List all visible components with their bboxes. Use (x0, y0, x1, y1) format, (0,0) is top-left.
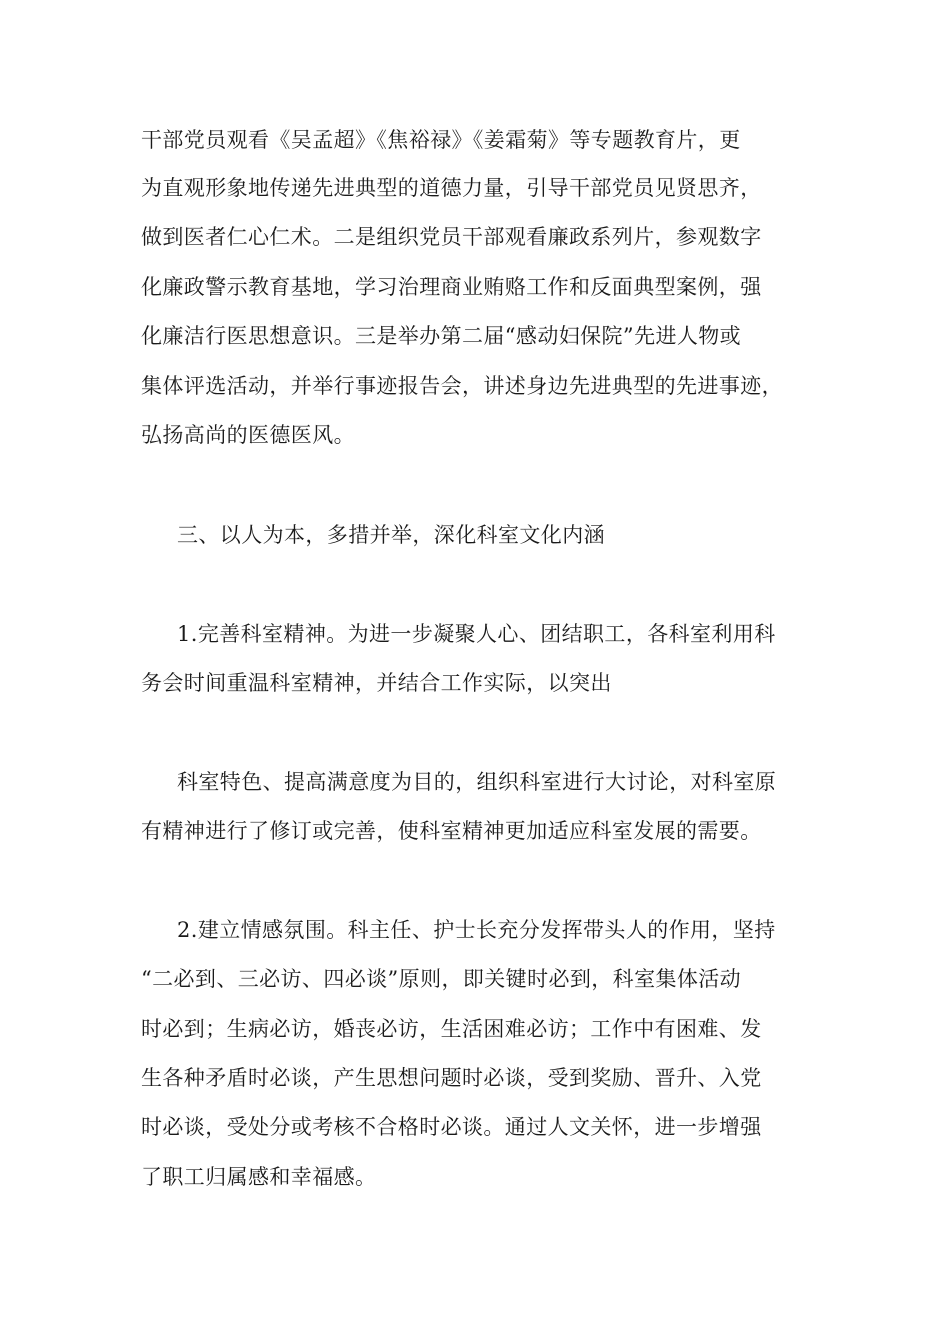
paragraph-line: 做到医者仁心仁术。二是组织党员干部观看廉政系列片，参观数字 (141, 225, 762, 249)
paragraph-line: 化廉政警示教育基地，学习治理商业贿赂工作和反面典型案例，强 (141, 275, 762, 299)
paragraph-line: 科室特色、提高满意度为目的，组织科室进行大讨论，对科室原 (177, 770, 777, 794)
paragraph-line: 务会时间重温科室精神，并结合工作实际，以突出 (141, 671, 612, 695)
paragraph-line: 弘扬高尚的医德医风。 (141, 423, 355, 447)
paragraph-line: 时必谈，受处分或考核不合格时必谈。通过人文关怀，进一步增强 (141, 1115, 762, 1139)
paragraph-line: 集体评选活动，并举行事迹报告会，讲述身边先进典型的先进事迹， (141, 374, 783, 398)
paragraph-line: “二必到、三必访、四必谈”原则，即关键时必到，科室集体活动 (141, 967, 742, 991)
section-heading: 三、以人为本，多措并举，深化科室文化内涵 (177, 523, 605, 547)
paragraph-line: 2.建立情感氛围。科主任、护士长充分发挥带头人的作用，坚持 (177, 918, 776, 942)
paragraph-line: 1.完善科室精神。为进一步凝聚人心、团结职工，各科室利用科 (177, 622, 776, 646)
paragraph-line: 时必到；生病必访，婚丧必访，生活困难必访；工作中有困难、发 (141, 1017, 762, 1041)
paragraph-line: 化廉洁行医思想意识。三是举办第二届“感动妇保院”先进人物或 (141, 324, 742, 348)
paragraph-line: 干部党员观看《吴孟超》《焦裕禄》《姜霜菊》等专题教育片，更 (141, 128, 741, 152)
paragraph-line: 生各种矛盾时必谈，产生思想问题时必谈，受到奖励、晋升、入党 (141, 1066, 762, 1090)
paragraph-line: 为直观形象地传递先进典型的道德力量，引导干部党员见贤思齐， (141, 176, 762, 200)
paragraph-line: 有精神进行了修订或完善，使科室精神更加适应科室发展的需要。 (141, 819, 762, 843)
paragraph-line: 了职工归属感和幸福感。 (141, 1165, 377, 1189)
